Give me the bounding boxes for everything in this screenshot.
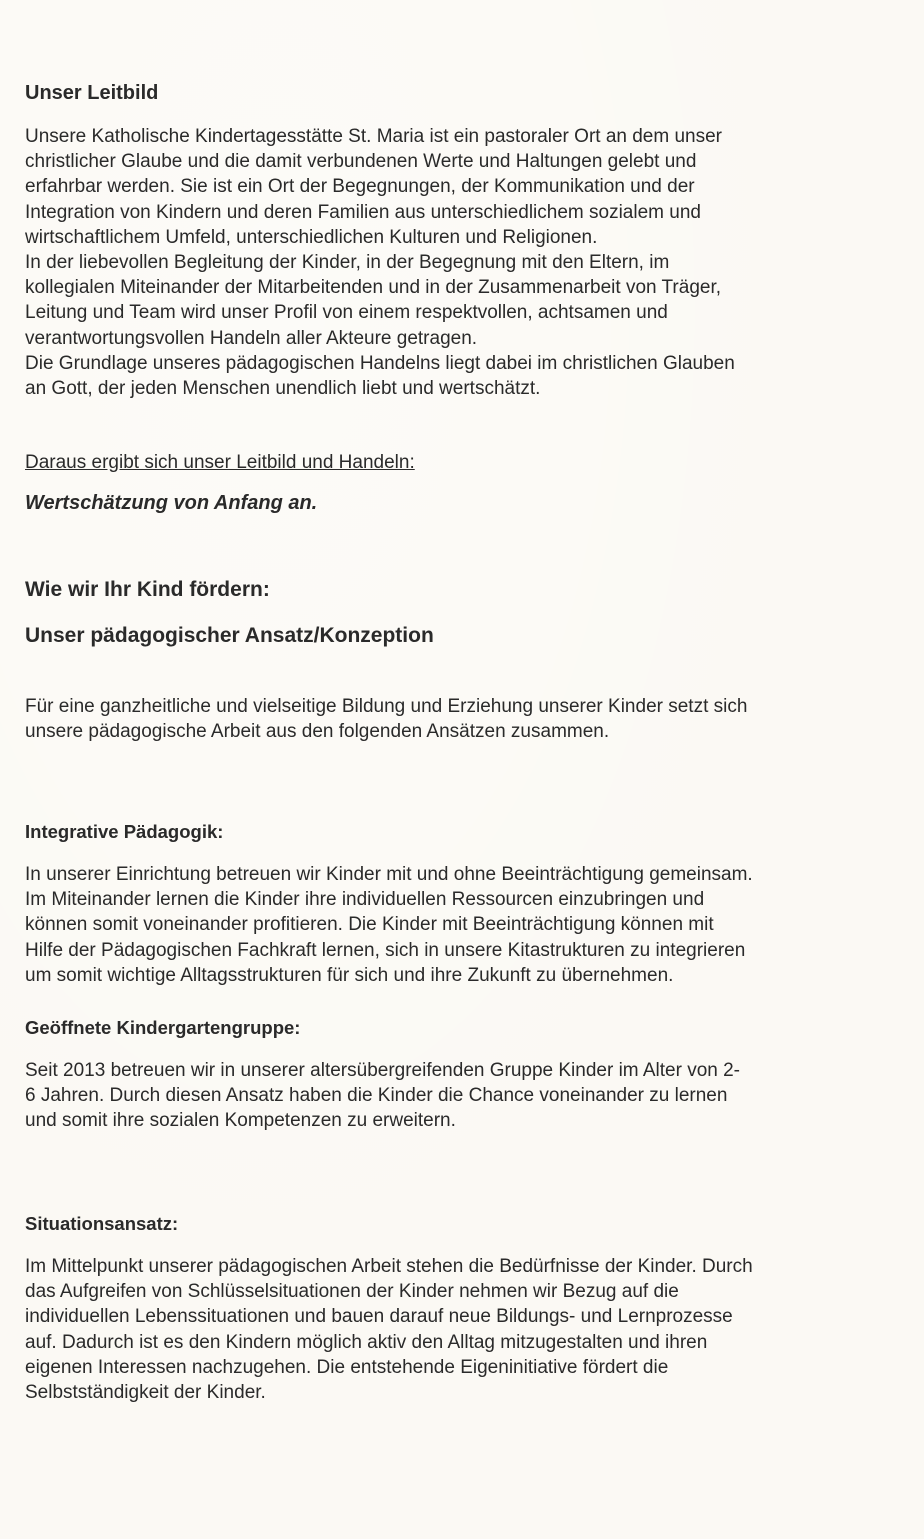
konzeption-heading-2: Unser pädagogischer Ansatz/Konzeption	[25, 624, 434, 647]
konzeption-heading-1: Wie wir Ihr Kind fördern:	[25, 578, 270, 601]
leitbild-motto: Wertschätzung von Anfang an.	[25, 492, 318, 514]
section-title-integrative: Integrative Pädagogik:	[25, 821, 224, 842]
section-title-kindergartengruppe: Geöffnete Kindergartengruppe:	[25, 1017, 301, 1038]
section-text-kindergartengruppe: Seit 2013 betreuen wir in unserer altersübergreifenden Gruppe Kinder im Alter von 2- 6 Jahren. Durch diesen Ansatz haben die Kinder die Chance voneinander zu lernen und somit ihre sozialen Kompetenzen zu erweitern.	[25, 1060, 741, 1132]
section-text-integrative: In unserer Einrichtung betreuen wir Kinder mit und ohne Beeinträchtigung gemeinsam. Im Miteinander lernen die Kinder ihre individuellen Ressourcen einzubringen und können somit voneinander profitieren. Die Kinder mit Beeinträchtigung können mit Hilfe der Pädagogischen Fachkraft lernen, sich in unsere Kitastrukturen zu integrieren um somit wichtige Alltagsstrukturen für sich und ihre Zukunft zu übernehmen.	[25, 864, 753, 986]
konzeption-intro: Für eine ganzheitliche und vielseitige Bildung und Erziehung unserer Kinder setzt sich unsere pädagogische Arbeit aus den folgenden Ansätzen zusammen.	[25, 696, 748, 743]
leitbild-result-intro: Daraus ergibt sich unser Leitbild und Handeln:	[25, 452, 415, 473]
section-title-situationsansatz: Situationsansatz:	[25, 1213, 179, 1234]
leitbild-title: Unser Leitbild	[25, 82, 159, 104]
section-text-situationsansatz: Im Mittelpunkt unserer pädagogischen Arbeit stehen die Bedürfnisse der Kinder. Durch das Aufgreifen von Schlüsselsituationen der Kinder nehmen wir Bezug auf die individuellen Lebenssituationen und bauen darauf neue Bildungs- und Lernprozesse auf. Dadurch ist es den Kindern möglich aktiv den Alltag mitzugestalten und ihren eigenen Interessen nachzugehen. Die entstehende Eigeninitiative fördert die Selbstständigkeit der Kinder.	[25, 1256, 753, 1404]
leitbild-paragraph: Unsere Katholische Kindertagesstätte St. Maria ist ein pastoraler Ort an dem unser christlicher Glaube und die damit verbundenen Werte und Haltungen gelebt und erfahrbar werden. Sie ist ein Ort der Begegnungen, der Kommunikation und der Integration von Kindern und deren Familien aus unterschiedlichem sozialem und wirtschaftlichem Umfeld, unterschiedlichen Kulturen und Religionen. In der liebevollen Begleitung der Kinder, in der Begegnung mit den Eltern, im kollegialen Miteinander der Mitarbeitenden und in der Zusammenarbeit von Träger, Leitung und Team wird unser Profil von einem respektvollen, achtsamen und verantwortungsvollen Handeln aller Akteure getragen. Die Grundlage unseres pädagogischen Handelns liegt dabei im christlichen Glauben an Gott, der jeden Menschen unendlich liebt und wertschätzt.	[25, 126, 735, 400]
